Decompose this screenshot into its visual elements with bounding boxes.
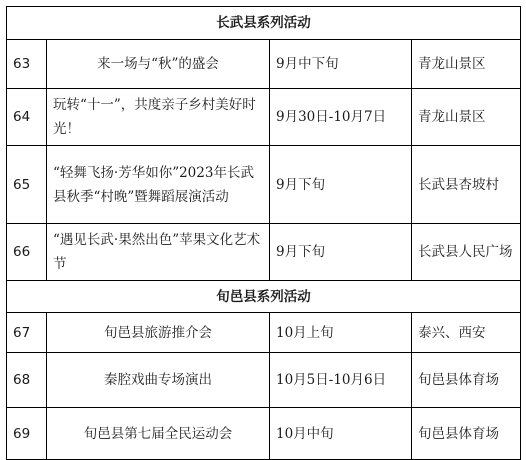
- activity-table: [6, 6, 521, 460]
- table-row: [7, 408, 521, 460]
- event-place: 旬邑县体育场: [412, 408, 521, 460]
- section-header-xunyi: [7, 281, 521, 313]
- event-time: 9月中下旬: [270, 40, 412, 89]
- event-time: 9月30日-10月7日: [270, 89, 412, 146]
- table-row: [7, 313, 521, 353]
- event-time: 9月下旬: [270, 224, 412, 281]
- table-row: [7, 353, 521, 408]
- table-row: [7, 146, 521, 224]
- section-header-changwu: [7, 7, 521, 40]
- event-place: 泰兴、西安: [412, 313, 521, 353]
- table-row: [7, 40, 521, 89]
- event-time: 10月上旬: [270, 313, 412, 353]
- event-time: 10月5日-10月6日: [270, 353, 412, 408]
- row-number: 63: [7, 40, 47, 89]
- event-name: 来一场与“秋”的盛会: [47, 40, 270, 89]
- table-row: [7, 224, 521, 281]
- row-number: 68: [7, 353, 47, 408]
- event-place: 长武县杏坡村: [412, 146, 521, 224]
- event-place: 青龙山景区: [412, 40, 521, 89]
- row-number: 67: [7, 313, 47, 353]
- section-title: 旬邑县系列活动: [7, 281, 521, 313]
- event-name: 旬邑县第七届全民运动会: [47, 408, 270, 460]
- event-name: 玩转“十一”，共度亲子乡村美好时光！: [47, 89, 270, 146]
- row-number: 66: [7, 224, 47, 281]
- table-row: [7, 89, 521, 146]
- event-place: 长武县人民广场: [412, 224, 521, 281]
- row-number: 64: [7, 89, 47, 146]
- event-time: 10月中旬: [270, 408, 412, 460]
- event-place: 青龙山景区: [412, 89, 521, 146]
- row-number: 65: [7, 146, 47, 224]
- section-title: 长武县系列活动: [7, 7, 521, 40]
- event-name: “轻舞飞扬·芳华如你”2023年长武县秋季“村晚”暨舞蹈展演活动: [47, 146, 270, 224]
- row-number: 69: [7, 408, 47, 460]
- event-name: 秦腔戏曲专场演出: [47, 353, 270, 408]
- event-place: 旬邑县体育场: [412, 353, 521, 408]
- event-name: “遇见长武·果然出色”苹果文化艺术节: [47, 224, 270, 281]
- event-name: 旬邑县旅游推介会: [47, 313, 270, 353]
- event-time: 9月下旬: [270, 146, 412, 224]
